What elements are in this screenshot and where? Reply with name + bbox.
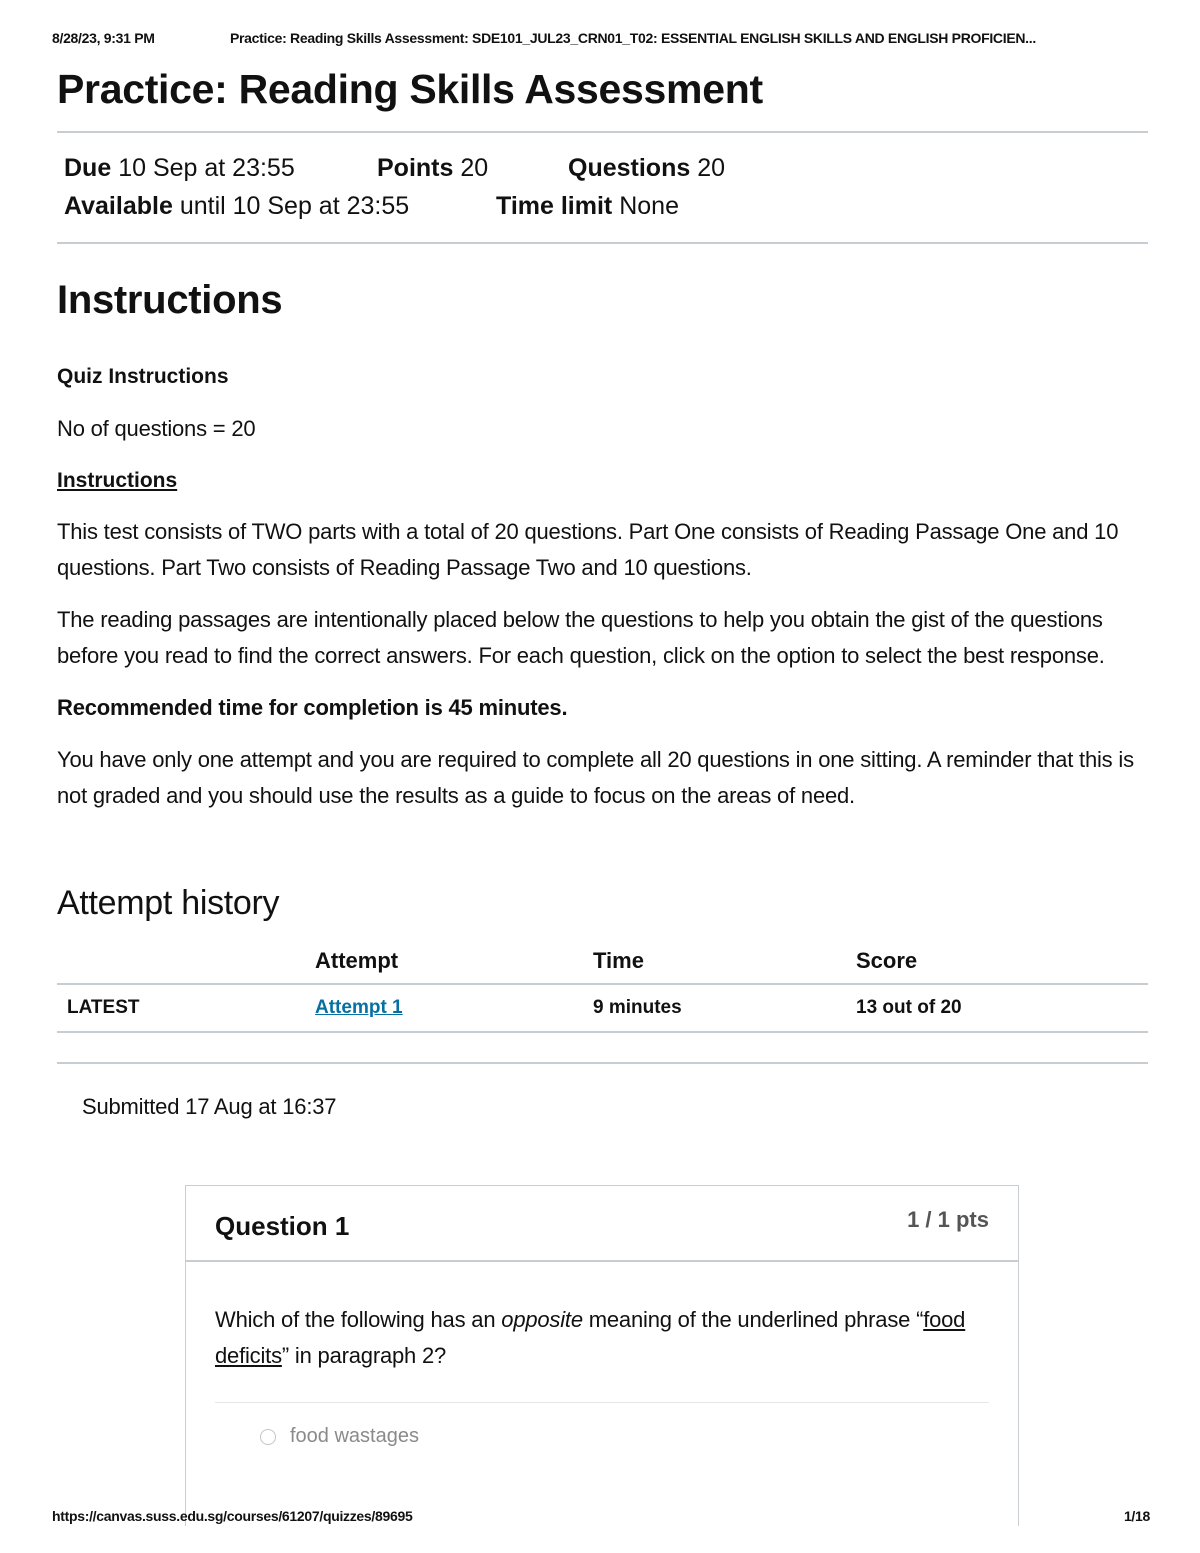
page-title: Practice: Reading Skills Assessment — [57, 62, 1148, 133]
answer-list — [215, 1402, 989, 1448]
attempt-link[interactable]: Attempt 1 — [315, 997, 403, 1018]
submitted-time: Submitted 17 Aug at 16:37 — [82, 1094, 337, 1119]
column-header — [57, 941, 315, 984]
question-card — [185, 1185, 1019, 1526]
instructions-paragraph: This test consists of TWO parts with a total of 20 questions. Part One consists of Reading Passage One and 10 questions. Part Two consists of Reading Passage Two and 10 questions. — [57, 519, 1119, 580]
print-header — [52, 30, 1148, 46]
table-row — [57, 984, 1148, 1032]
question-body — [186, 1262, 1018, 1448]
instructions-paragraph: You have only one attempt and you are required to complete all 20 questions in one sitting. A reminder that this is not graded and you should use the results as a guide to focus on the areas of need. — [57, 747, 1134, 808]
instructions-heading: Instructions — [57, 278, 283, 322]
quiz-meta — [57, 133, 1148, 244]
quiz-meta-row-1 — [64, 149, 1148, 187]
quiz-instructions-label: Quiz Instructions — [57, 365, 229, 388]
question-header — [186, 1186, 1018, 1262]
quiz-page — [57, 62, 1148, 1120]
instructions-paragraph: The reading passages are intentionally placed below the questions to help you obtain the gist of the questions before you read to find the correct answers. For each question, click on the option to select the best response. — [57, 607, 1105, 668]
attempt-time: 9 minutes — [593, 984, 856, 1032]
question-count: Questions 20 — [568, 153, 726, 182]
column-header: Score — [856, 941, 1148, 984]
question-text: Which of the following has an opposite meaning of the underlined phrase “food deficits” in paragraph 2? — [215, 1307, 966, 1368]
instructions-paragraph: Recommended time for completion is 45 minutes. — [57, 695, 568, 720]
print-doc-title: Practice: Reading Skills Assessment: SDE101_JUL23_CRN01_T02: ESSENTIAL ENGLISH SKILLS AND ENGLISH PROFICIEN... — [230, 30, 1036, 46]
attempt-label: LATEST — [57, 984, 315, 1032]
divider — [57, 1062, 1148, 1064]
attempt-history-table — [57, 941, 1148, 1033]
availability: Available until 10 Sep at 23:55 — [64, 191, 410, 220]
page-number: 1/18 — [1123, 1508, 1150, 1524]
print-footer — [52, 1508, 1150, 1524]
time-limit: Time limit None — [496, 191, 679, 220]
column-header: Time — [593, 941, 856, 984]
radio-button-icon[interactable] — [260, 1429, 276, 1445]
attempt-score: 13 out of 20 — [856, 984, 1148, 1032]
attempt-cell — [315, 984, 593, 1032]
answer-option[interactable] — [215, 1425, 989, 1448]
question-title: Question 1 — [215, 1211, 350, 1241]
quiz-meta-row-2 — [64, 187, 1148, 225]
column-header: Attempt — [315, 941, 593, 984]
answer-text: food wastages — [290, 1425, 419, 1447]
question-points: 1 / 1 pts — [907, 1207, 989, 1232]
print-datetime: 8/28/23, 9:31 PM — [52, 30, 155, 46]
attempt-history-heading: Attempt history — [57, 884, 280, 922]
question-count-text: No of questions = 20 — [57, 416, 256, 441]
instructions-subheading: Instructions — [57, 469, 178, 492]
points: Points 20 — [377, 153, 489, 182]
page-url: https://canvas.suss.edu.sg/courses/61207/quizzes/89695 — [52, 1508, 413, 1524]
table-header-row — [57, 941, 1148, 984]
due-date: Due 10 Sep at 23:55 — [64, 153, 295, 182]
